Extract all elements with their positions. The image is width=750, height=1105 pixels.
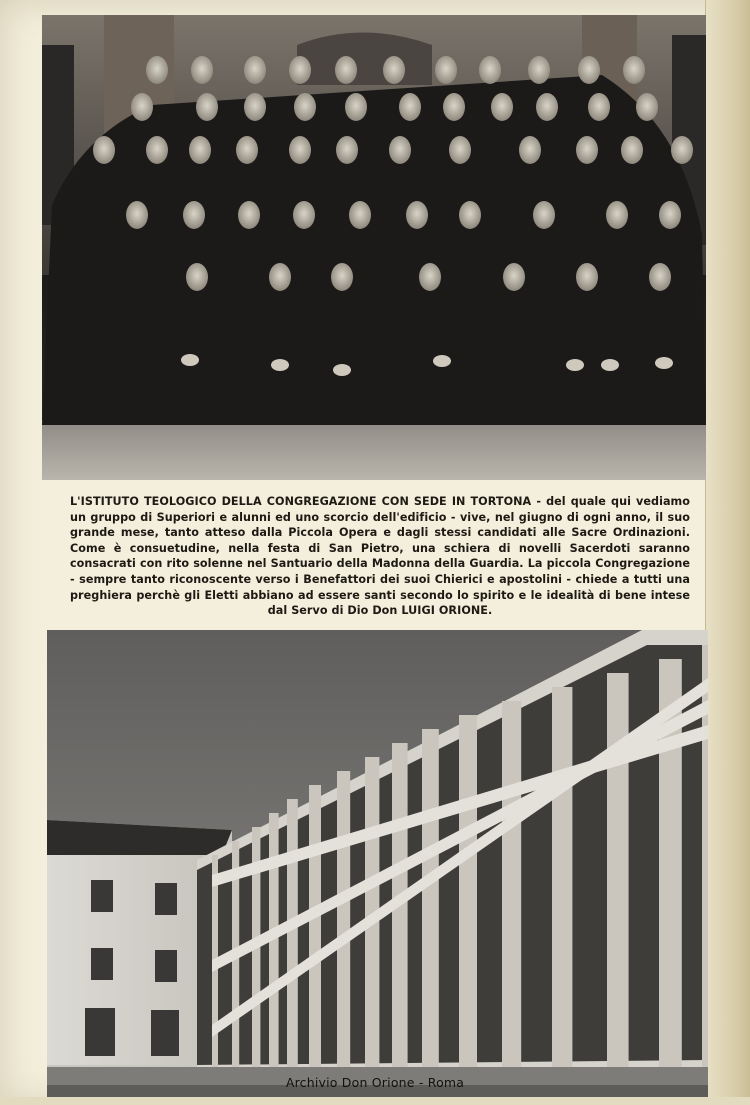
caption-body: - del quale qui vediamo un gruppo di Superiori e alunni ed uno scorcio dell'edificio - vive, nel giugno di ogni anno, il suo grande mese, tanto atteso dalla Piccola Opera e dagli stessi candidati alle Sacre Ordinazioni. Come è consuetudine, nella festa di San Pietro, una schiera di novelli Sacerdoti saranno consacrati con rito solenne nel Santuario della Madonna della Guardia. La piccola Congregazione - sempre tanto riconoscente verso i Benefattori dei suoi Chierici e apostolini - chiede a tutti una preghiera perchè gli Eletti abbiano ad essere santi secondo lo spirito e le idealità di bene intese dal Servo di Dio Don: [70, 495, 690, 618]
person-head: [126, 201, 148, 229]
person-head: [238, 201, 260, 229]
person-head: [479, 56, 501, 84]
person-head: [244, 56, 266, 84]
person-head: [269, 263, 291, 291]
arcade-pillar: [309, 785, 321, 1070]
archive-credit: Archivio Don Orione - Roma: [285, 1075, 465, 1090]
folded-hands: [655, 357, 673, 369]
person-head: [331, 263, 353, 291]
person-head: [528, 56, 550, 84]
person-head: [449, 136, 471, 164]
person-head: [349, 201, 371, 229]
folded-hands: [433, 355, 451, 367]
person-head: [649, 263, 671, 291]
person-head: [289, 136, 311, 164]
person-head: [576, 263, 598, 291]
group-photo: [42, 15, 706, 480]
person-head: [491, 93, 513, 121]
person-head: [606, 201, 628, 229]
arcade-pillar: [552, 687, 572, 1070]
arcade-pillar: [502, 701, 521, 1070]
photo-caption: [70, 494, 690, 619]
person-head: [623, 56, 645, 84]
person-head: [383, 56, 405, 84]
arcade-pillar: [459, 715, 477, 1070]
person-head: [244, 93, 266, 121]
building-photo: [47, 630, 708, 1100]
person-head: [236, 136, 258, 164]
person-head: [578, 56, 600, 84]
person-head: [536, 93, 558, 121]
person-head: [406, 201, 428, 229]
arcade-pillar: [422, 729, 439, 1070]
person-head: [191, 56, 213, 84]
person-head: [621, 136, 643, 164]
person-head: [131, 93, 153, 121]
person-head: [659, 201, 681, 229]
person-head: [345, 93, 367, 121]
arcade-pillar: [607, 673, 629, 1070]
page-bottom-strip: [0, 1097, 750, 1105]
person-head: [435, 56, 457, 84]
person-head: [335, 56, 357, 84]
person-head: [399, 93, 421, 121]
person-head: [293, 201, 315, 229]
person-head: [576, 136, 598, 164]
caption-lead: L'ISTITUTO TEOLOGICO DELLA CONGREGAZIONE CON SEDE IN TORTONA: [70, 495, 532, 508]
person-head: [519, 136, 541, 164]
person-head: [186, 263, 208, 291]
person-head: [294, 93, 316, 121]
folded-hands: [333, 364, 351, 376]
folded-hands: [181, 354, 199, 366]
caption-name: LUIGI ORIONE.: [401, 604, 493, 618]
person-head: [443, 93, 465, 121]
person-head: [419, 263, 441, 291]
person-head: [636, 93, 658, 121]
arcade-pillar: [287, 799, 298, 1070]
person-head: [289, 56, 311, 84]
person-head: [503, 263, 525, 291]
person-head: [196, 93, 218, 121]
page-edge: [705, 0, 750, 1105]
person-head: [459, 201, 481, 229]
folded-hands: [566, 359, 584, 371]
person-head: [146, 136, 168, 164]
arcade-pillar: [337, 771, 350, 1070]
folded-hands: [271, 359, 289, 371]
person-head: [189, 136, 211, 164]
person-head: [389, 136, 411, 164]
person-head: [588, 93, 610, 121]
folded-hands: [601, 359, 619, 371]
person-head: [671, 136, 693, 164]
person-head: [533, 201, 555, 229]
person-head: [146, 56, 168, 84]
person-head: [336, 136, 358, 164]
person-head: [93, 136, 115, 164]
person-head: [183, 201, 205, 229]
